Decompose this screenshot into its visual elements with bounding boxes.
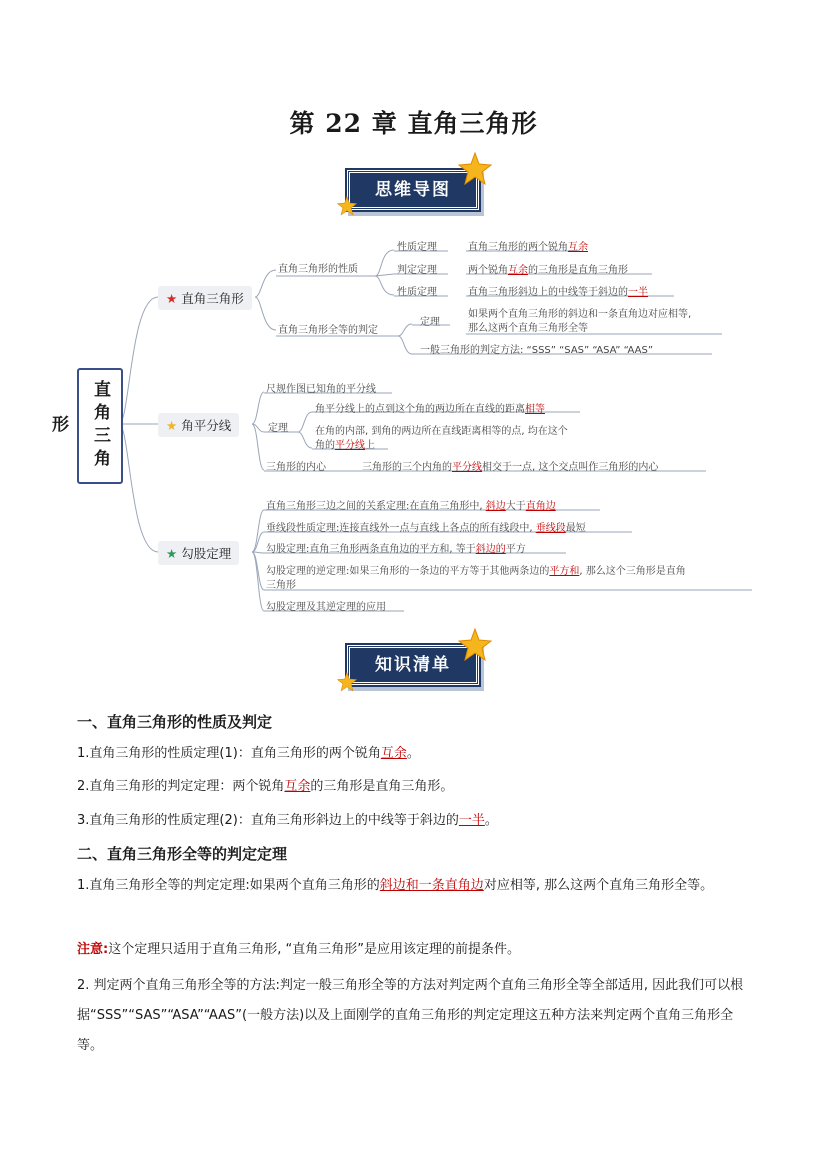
mm-leaf <box>266 497 556 512</box>
mm-leaf: 三角形 <box>266 580 296 591</box>
mindmap-branch-pythagorean <box>158 541 239 565</box>
mm-leaf <box>315 436 375 451</box>
mm-leaf <box>266 540 526 555</box>
page-title: 第 22 章 直角三角形 <box>289 109 538 138</box>
branch-label: 直角三角形 <box>181 291 244 306</box>
section-heading: 二、直角三角形全等的判定定理 <box>77 845 288 863</box>
note <box>77 937 753 963</box>
item-text: 3.直角三角形的性质定理(2)：直角三角形斜边上的中线等于斜边的 <box>77 813 459 828</box>
note-text: 这个定理只适用于直角三角形, “直角三角形”是应用该定理的前提条件。 <box>108 942 520 957</box>
section-item <box>77 774 753 800</box>
mm-leaf <box>468 238 588 253</box>
knowledge-banner-label: 知识清单 <box>375 655 451 675</box>
mm-text: 相交于一点, 这个交点叫作三角形的内心 <box>482 462 659 473</box>
mm-highlight: 平分线 <box>335 440 365 451</box>
item-text: 1.直角三角形的性质定理(1)：直角三角形的两个锐角 <box>77 746 381 761</box>
mm-highlight: 垂线段 <box>535 523 566 534</box>
mm-node: 直角三角形全等的判定 <box>278 325 378 336</box>
mm-leaf: 尺规作图已知角的平分线 <box>266 384 376 395</box>
item-text: 1.直角三角形全等的判定定理:如果两个直角三角形的 <box>77 878 380 893</box>
mm-highlight: 直角边 <box>525 501 556 512</box>
mm-tag: 定理 <box>268 423 288 434</box>
mm-text: 上 <box>365 440 375 451</box>
mm-leaf: 那么这两个直角三角形全等 <box>468 323 588 334</box>
mm-highlight: 平方和 <box>549 566 580 577</box>
mm-leaf <box>468 261 628 276</box>
mm-text: 两个锐角 <box>468 265 508 276</box>
star-icon <box>337 672 357 692</box>
mm-leaf: 在角的内部, 到角的两边所在直线距离相等的点, 均在这个 <box>315 426 568 437</box>
section-item <box>77 808 753 834</box>
mm-highlight: 相等 <box>525 404 545 415</box>
mm-text: 直角三角形三边之间的关系定理:在直角三角形中, <box>266 501 486 512</box>
mindmap-branch-angle-bisector <box>158 413 239 437</box>
mm-text: 平方 <box>505 544 526 555</box>
mm-highlight: 平分线 <box>452 462 482 473</box>
mm-highlight: 互余 <box>568 242 588 253</box>
item-text: 的三角形是直角三角形。 <box>310 779 454 794</box>
mm-text: 最短 <box>565 523 586 534</box>
mindmap-root: 直角三角形 <box>77 368 123 484</box>
item-highlight: 互余 <box>380 746 407 761</box>
section-heading: 一、直角三角形的性质及判定 <box>77 713 273 731</box>
mm-tag: 判定定理 <box>397 265 437 276</box>
item-text: 。 <box>406 746 420 761</box>
mm-highlight: 斜边的 <box>475 544 506 555</box>
mm-text: 角的 <box>315 440 335 451</box>
mm-tag: 性质定理 <box>397 242 437 253</box>
mm-text: 垂线段性质定理:连接直线外一点与直线上各点的所有线段中, <box>266 523 536 534</box>
mm-leaf <box>266 562 686 577</box>
mm-leaf <box>362 458 658 473</box>
mm-leaf <box>315 400 545 415</box>
mm-tag: 性质定理 <box>397 287 437 298</box>
mm-text: , 那么这个三角形是直角 <box>579 566 686 577</box>
mm-leaf: 如果两个直角三角形的斜边和一条直角边对应相等, <box>468 309 692 320</box>
mm-highlight: 一半 <box>628 287 648 298</box>
mm-leaf: 一般三角形的判定方法: “SSS” “SAS” “ASA” “AAS” <box>420 345 654 356</box>
mm-leaf: 勾股定理及其逆定理的应用 <box>266 602 386 613</box>
mm-text: 直角三角形的两个锐角 <box>468 242 568 253</box>
section-item <box>77 741 753 767</box>
branch-label: 角平分线 <box>181 418 232 433</box>
item-highlight: 斜边和一条直角边 <box>379 878 484 893</box>
item-highlight: 一半 <box>458 813 485 828</box>
mm-text: 角平分线上的点到这个角的两边所在直线的距离 <box>315 404 525 415</box>
mm-highlight: 互余 <box>508 265 528 276</box>
section-item <box>77 873 753 899</box>
branch-label: 勾股定理 <box>181 546 232 561</box>
mm-text: 勾股定理的逆定理:如果三角形的一条边的平方等于其他两条边的 <box>266 566 550 577</box>
mm-node: 直角三角形的性质 <box>278 264 358 275</box>
mindmap-banner-label: 思维导图 <box>375 180 451 200</box>
mm-text: 大于 <box>505 501 526 512</box>
mm-text: 勾股定理:直角三角形两条直角边的平方和, 等于 <box>266 544 476 555</box>
mm-tag: 三角形的内心 <box>266 462 326 473</box>
mm-tag: 定理 <box>420 317 440 328</box>
note-label: 注意: <box>77 942 109 957</box>
star-icon: ★ <box>166 291 178 306</box>
star-icon: ★ <box>166 418 178 433</box>
item-text: 。 <box>484 813 498 828</box>
mm-text: 三角形的三个内角的 <box>362 462 452 473</box>
mm-leaf <box>468 283 648 298</box>
star-icon <box>458 628 492 662</box>
section-item: 2. 判定两个直角三角形全等的方法:判定一般三角形全等的方法对判定两个直角三角形全等全部适用, 因此我们可以根据“SSS”“SAS”“ASA”“AAS”(一般方法)以及上面刚学的直角三角形的判定定理这五种方法来判定两个直角三角形全等。 <box>77 978 744 1053</box>
mindmap-branch-right-triangle <box>158 286 252 310</box>
item-text: 对应相等, 那么这两个直角三角形全等。 <box>483 878 714 893</box>
star-icon: ★ <box>166 546 178 561</box>
mm-text: 的三角形是直角三角形 <box>528 265 628 276</box>
mm-leaf <box>266 519 586 534</box>
item-highlight: 互余 <box>284 779 311 794</box>
item-text: 2.直角三角形的判定定理：两个锐角 <box>77 779 285 794</box>
mm-text: 直角三角形斜边上的中线等于斜边的 <box>468 287 628 298</box>
mm-highlight: 斜边 <box>485 501 506 512</box>
